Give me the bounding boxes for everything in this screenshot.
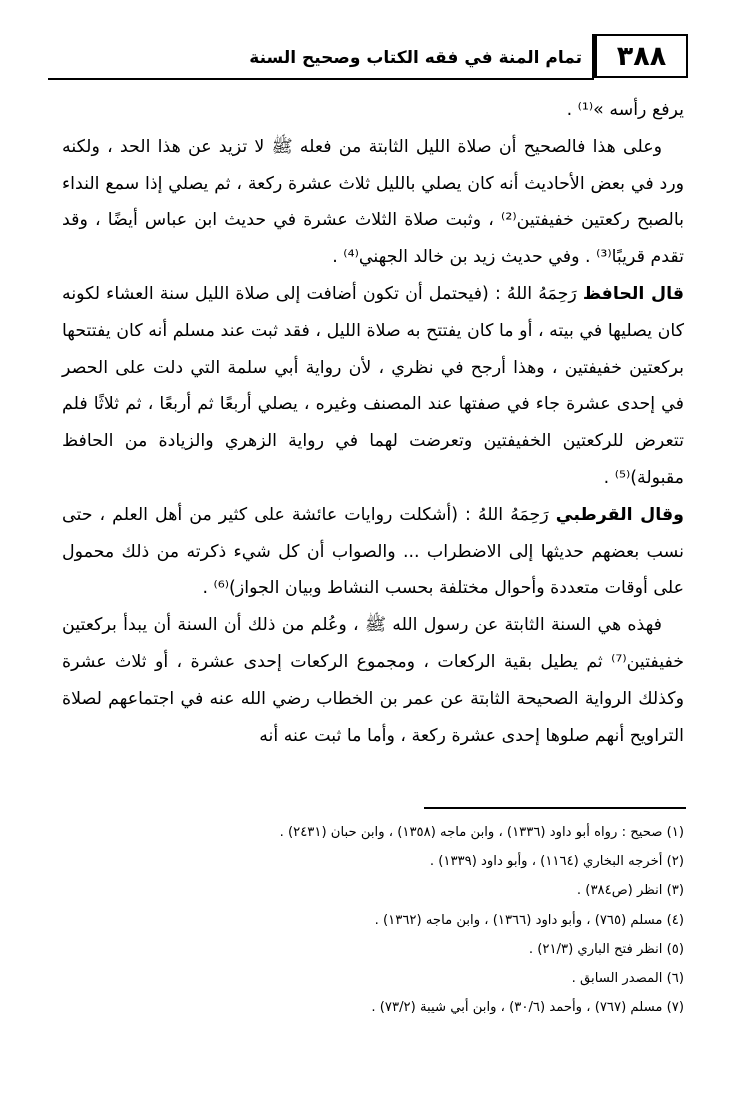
footnote: (٢) أخرجه البخاري (١١٦٤) ، وأبو داود (١٣٣٩) . <box>429 854 684 870</box>
book-title: تمام المنة في فقه الكتاب وصحيح السنة <box>249 48 582 68</box>
footnote: (١) صحيح : رواه أبو داود (١٣٣٦) ، وابن ماجه (١٣٥٨) ، وابن حبان (٢٤٣١) . <box>279 825 684 840</box>
footnote-separator <box>424 807 686 809</box>
header-rule <box>48 78 594 80</box>
footnote: (٣) انظر (ص٣٨٤) . <box>576 883 684 899</box>
paragraph-3 <box>62 276 684 497</box>
footnote: (٧) مسلم (٧٦٧) ، وأحمد (٣٠/٦) ، وابن أبي شيبة (٧٣/٢) . <box>371 1000 684 1016</box>
paragraph-1: يرفع رأسه »⁽¹⁾ . <box>566 100 684 120</box>
paragraph-4-text: رَحِمَهُ اللهُ : (أشكلت روايات عائشة على كثير من أهل العلم ، حتى نسب بعضهم حديثها إلى الاضطراب ... والصواب أن كل شيء ذكرته من ذلك محمول على أوقات متعددة وأحوال مختلفة بحسب النشاط وبيان الجواز)⁽⁶⁾ . <box>62 504 684 599</box>
paragraph-4-lead: وقال القرطبي <box>555 504 684 525</box>
footnote: (٤) مسلم (٧٦٥) ، وأبو داود (١٣٦٦) ، وابن ماجه (١٣٦٢) . <box>374 912 684 928</box>
page-header <box>48 34 688 86</box>
paragraph-4 <box>62 497 684 607</box>
paragraph-5: فهذه هي السنة الثابتة عن رسول الله ﷺ ، وعُلم من ذلك أن السنة أن يبدأ بركعتين خفيفتين⁽⁷⁾ ثم يطيل بقية الركعات ، ومجموع الركعات إحدى عشرة ، أو ثلاث عشرة وكذلك الرواية الصحيحة الثابتة عن عمر بن الخطاب رضي الله عنه في اجتماعهم لصلاة التراويح أنهم صلوها إحدى عشرة ركعة ، وأما ما ثبت عنه أنه <box>62 615 684 746</box>
main-text <box>62 92 684 754</box>
footnotes <box>62 818 684 1022</box>
footnote: (٥) انظر فتح الباري (٢١/٣) . <box>528 941 684 957</box>
page-number: ٣٨٨ <box>592 34 688 78</box>
paragraph-3-text: رَحِمَهُ اللهُ : (فيحتمل أن تكون أضافت إلى صلاة الليل سنة العشاء لكونه كان يصليها في بيته ، أو ما كان يفتتح به صلاة الليل ، فقد ثبت عند مسلم أنه كان يفتتحها بركعتين خفيفتين ، وهذا أرجح في نظري ، لأن رواية أبي سلمة التي دلت على الحصر في إحدى عشرة جاء في صفتها عند المصنف وغيره ، يصلي أربعًا ثم أربعًا ، ثم ثلاثًا فلم تتعرض للركعتين الخفيفتين وتعرضت لهما في رواية الزهري والزيادة من الحافظ مقبولة)⁽⁵⁾ . <box>62 283 684 488</box>
paragraph-2: وعلى هذا فالصحيح أن صلاة الليل الثابتة من فعله ﷺ لا تزيد عن هذا الحد ، ولكنه ورد في بعض الأحاديث أنه كان يصلي بالليل ثلاث عشرة ركعة ، ثم يصلي إذا سمع النداء بالصبح ركعتين خفيفتين⁽²⁾ ، وثبت صلاة الثلاث عشرة في حديث ابن عباس أيضًا ، وقد تقدم قريبًا⁽³⁾ . وفي حديث زيد بن خالد الجهني⁽⁴⁾ . <box>62 136 684 268</box>
paragraph-3-lead: قال الحافظ <box>582 283 685 304</box>
footnote: (٦) المصدر السابق . <box>571 971 684 987</box>
